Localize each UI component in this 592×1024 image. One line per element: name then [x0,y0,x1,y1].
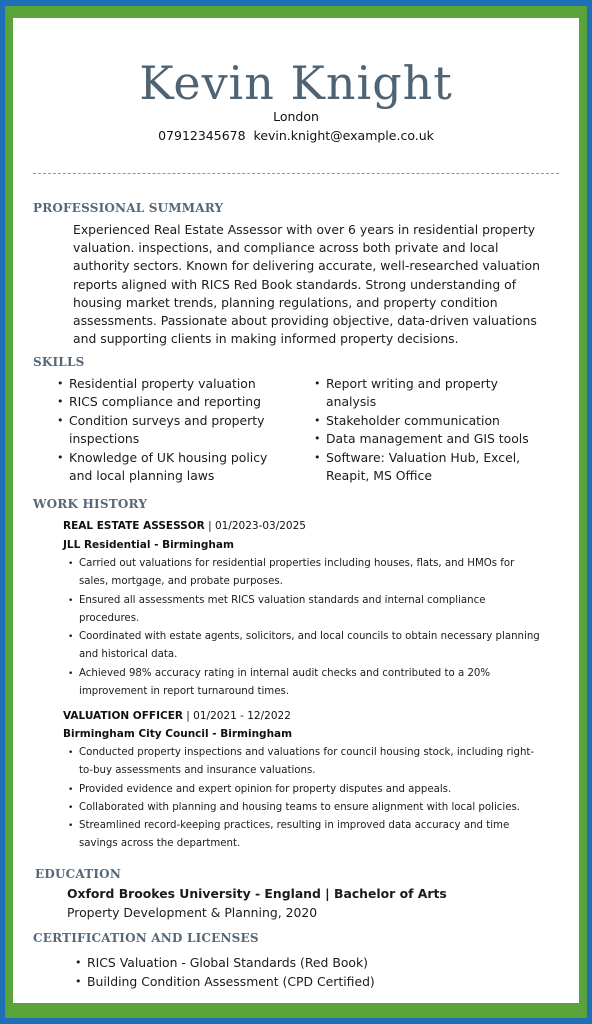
skill-item: • Knowledge of UK housing policy and local planning laws [57,449,292,486]
education-field: Property Development & Planning, 2020 [67,905,318,920]
job-title-line [63,519,306,534]
contact-city: London [273,109,319,124]
summary-line: and supporting clients in making informed property decisions. [73,331,459,347]
section-title-summary: PROFESSIONAL SUMMARY [33,201,224,215]
certs-list [75,953,375,991]
summary-line: housing market trends, planning regulations, and property condition [73,294,498,310]
job-bullet: • Carried out valuations for residential properties including houses, flats, and HMOs for sales, mortgage, and probate purposes. [68,555,560,592]
education-school: Oxford Brookes University - England | Bachelor of Arts [67,886,447,901]
job-dates: | 01/2023-03/2025 [204,520,306,532]
summary-line: Experienced Real Estate Assessor with over 6 years in residential property [73,222,536,237]
job-dates: | 01/2021 - 12/2022 [182,710,291,722]
section-title-work: WORK HISTORY [33,497,148,511]
header-divider [33,173,559,174]
summary-line: valuation. inspections, and compliance across both private and local [73,240,499,256]
skills-list-left [57,375,292,485]
skill-item: • RICS compliance and reporting [57,393,292,411]
job-bullet: • Collaborated with planning and housing teams to ensure alignment with local policies. [68,799,560,817]
job-bullet: • Provided evidence and expert opinion for property disputes and appeals. [68,781,560,799]
cert-item: • RICS Valuation - Global Standards (Red Book) [75,953,375,972]
job-title: REAL ESTATE ASSESSOR [63,520,205,532]
job-company: Birmingham City Council - Birmingham [63,728,293,740]
job-title-line [63,709,291,724]
job-bullets [68,555,560,701]
skills-list-right [314,375,544,485]
job-bullet: • Coordinated with estate agents, solicitors, and local councils to obtain necessary planning and historical data. [68,628,560,665]
skill-item: • Stakeholder communication [314,412,544,430]
section-title-education: EDUCATION [35,867,121,881]
job-bullet: • Ensured all assessments met RICS valuation standards and internal compliance procedures. [68,592,560,629]
job-bullet: • Conducted property inspections and valuations for council housing stock, including right- to-buy assessments and insurance valuations. [68,744,560,781]
job-company: JLL Residential - Birmingham [63,539,234,551]
contact-email: kevin.knight@example.co.uk [253,128,434,143]
skill-item: • Residential property valuation [57,375,292,393]
contact-phone: 07912345678 [158,128,246,143]
skill-item: • Data management and GIS tools [314,430,544,448]
skill-item: • Software: Valuation Hub, Excel, Reapit, MS Office [314,449,544,486]
skill-item: • Condition surveys and property inspections [57,412,292,449]
summary-line: authority sectors. Known for delivering accurate, well-researched valuation [73,258,540,274]
job-bullets [68,744,560,854]
summary-line: reports aligned with RICS Red Book standards. Strong understanding of [73,276,517,292]
job-bullet: • Streamlined record-keeping practices, resulting in improved data accuracy and time savings across the department. [68,817,560,854]
job-bullet: • Achieved 98% accuracy rating in internal audit checks and contributed to a 20% improvement in report turnaround times. [68,665,560,702]
candidate-name: Kevin Knight [139,56,453,110]
job-title: VALUATION OFFICER [63,710,183,722]
section-title-skills: SKILLS [33,355,85,369]
section-title-certs: CERTIFICATION AND LICENSES [33,931,259,945]
skill-item: • Report writing and property analysis [314,375,544,412]
summary-line: assessments. Passionate about providing objective, data-driven valuations [73,313,537,329]
summary-text [73,221,548,348]
contact-phone-email [13,127,579,145]
cert-item: • Building Condition Assessment (CPD Certified) [75,972,375,991]
resume-page [13,18,579,1003]
